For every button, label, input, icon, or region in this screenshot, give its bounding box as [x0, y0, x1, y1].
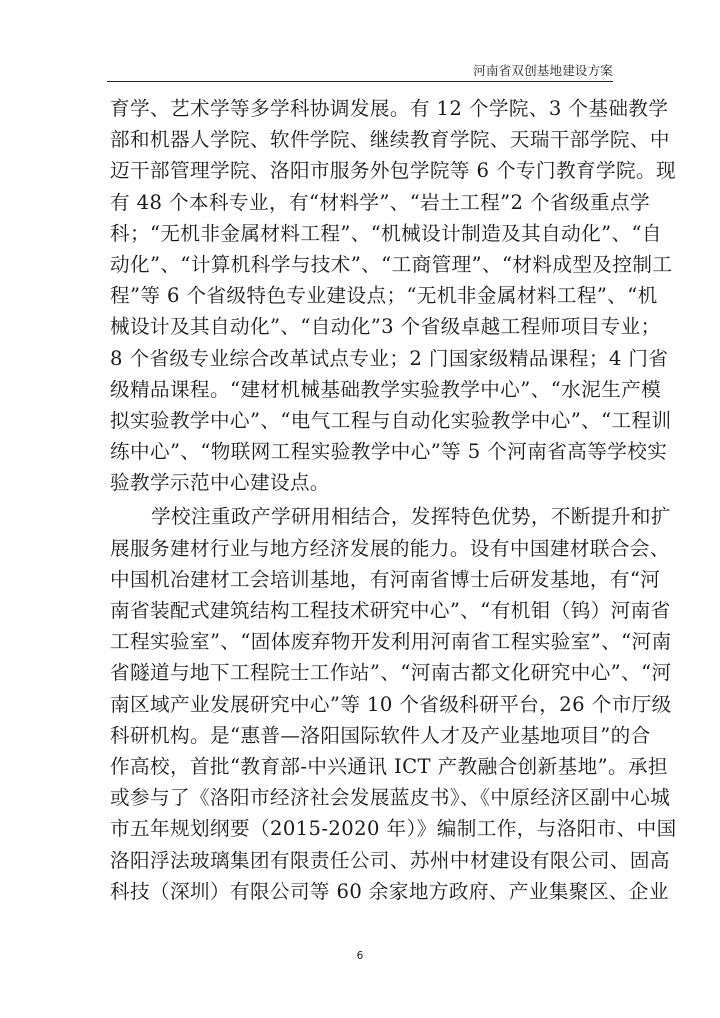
text-line: 级精品课程。“建材机械基础教学实验教学中心”、“水泥生产模: [110, 377, 662, 401]
text-line: 程”等 6 个省级特色专业建设点；“无机非金属材料工程”、“机: [110, 284, 658, 308]
text-line: 拟实验教学中心”、“电气工程与自动化实验教学中心”、“工程训: [110, 408, 672, 432]
header-title: 河南省双创基地建设方案: [473, 63, 613, 78]
text-line: 或参与了《洛阳市经济社会发展蓝皮书》、《中原经济区副中心城: [110, 786, 671, 810]
text-line: 学校注重政产学研用相结合，发挥特色优势，不断提升和扩: [151, 505, 671, 529]
text-line: 科；“无机非金属材料工程”、“机械设计制造及其自动化”、“自: [110, 221, 662, 245]
text-line: 部和机器人学院、软件学院、继续教育学院、天瑞干部学院、中: [110, 128, 670, 152]
text-line: 作高校，首批“教育部-中兴通讯 ICT 产教融合创新基地”。承担: [110, 754, 668, 778]
text-line: 械设计及其自动化”、“自动化”3 个省级卓越工程师项目专业；: [110, 315, 661, 339]
text-line: 迈干部管理学院、洛阳市服务外包学院等 6 个专门教育学院。现: [110, 159, 676, 183]
text-line: 市五年规划纲要（2015-2020 年）》编制工作，与洛阳市、中国: [110, 817, 677, 841]
text-line: 科研机构。是“惠普—洛阳国际软件人才及产业基地项目”的合: [110, 723, 651, 747]
page-header: [107, 62, 613, 82]
paragraph-2: [110, 501, 677, 906]
text-line: 中国机冶建材工会培训基地，有河南省博士后研发基地，有“河: [110, 567, 661, 591]
text-line: 有 48 个本科专业，有“材料学”、“岩土工程”2 个省级重点学: [110, 190, 651, 214]
text-line: 省隧道与地下工程院士工作站”、“河南古都文化研究中心”、“河: [110, 661, 672, 685]
body-text: [110, 93, 677, 907]
text-line: 洛阳浮法玻璃集团有限责任公司、苏州中材建设有限公司、固高: [110, 848, 670, 872]
text-line: 动化”、“计算机科学与技术”、“工商管理”、“材料成型及控制工: [110, 252, 673, 276]
page-number: 6: [356, 950, 364, 962]
text-line: 科技（深圳）有限公司等 60 余家地方政府、产业集聚区、企业: [110, 879, 669, 903]
text-line: 工程实验室”、“固体废弃物开发利用河南省工程实验室”、“河南: [110, 630, 672, 654]
text-line: 南省装配式建筑结构工程技术研究中心”、“有机钼（钨）河南省: [110, 599, 671, 622]
text-line: 练中心”、“物联网工程实验教学中心”等 5 个河南省高等学校实: [110, 440, 668, 464]
text-line: 8 个省级专业综合改革试点专业；2 门国家级精品课程；4 门省: [110, 346, 669, 370]
text-line: 育学、艺术学等多学科协调发展。有 12 个学院、3 个基础教学: [110, 97, 669, 120]
text-line: 南区域产业发展研究中心”等 10 个省级科研平台，26 个市厅级: [110, 692, 672, 716]
paragraph-1: [110, 93, 676, 498]
text-line: 验教学示范中心建设点。: [110, 471, 330, 495]
text-line: 展服务建材行业与地方经济发展的能力。设有中国建材联合会、: [110, 536, 670, 560]
